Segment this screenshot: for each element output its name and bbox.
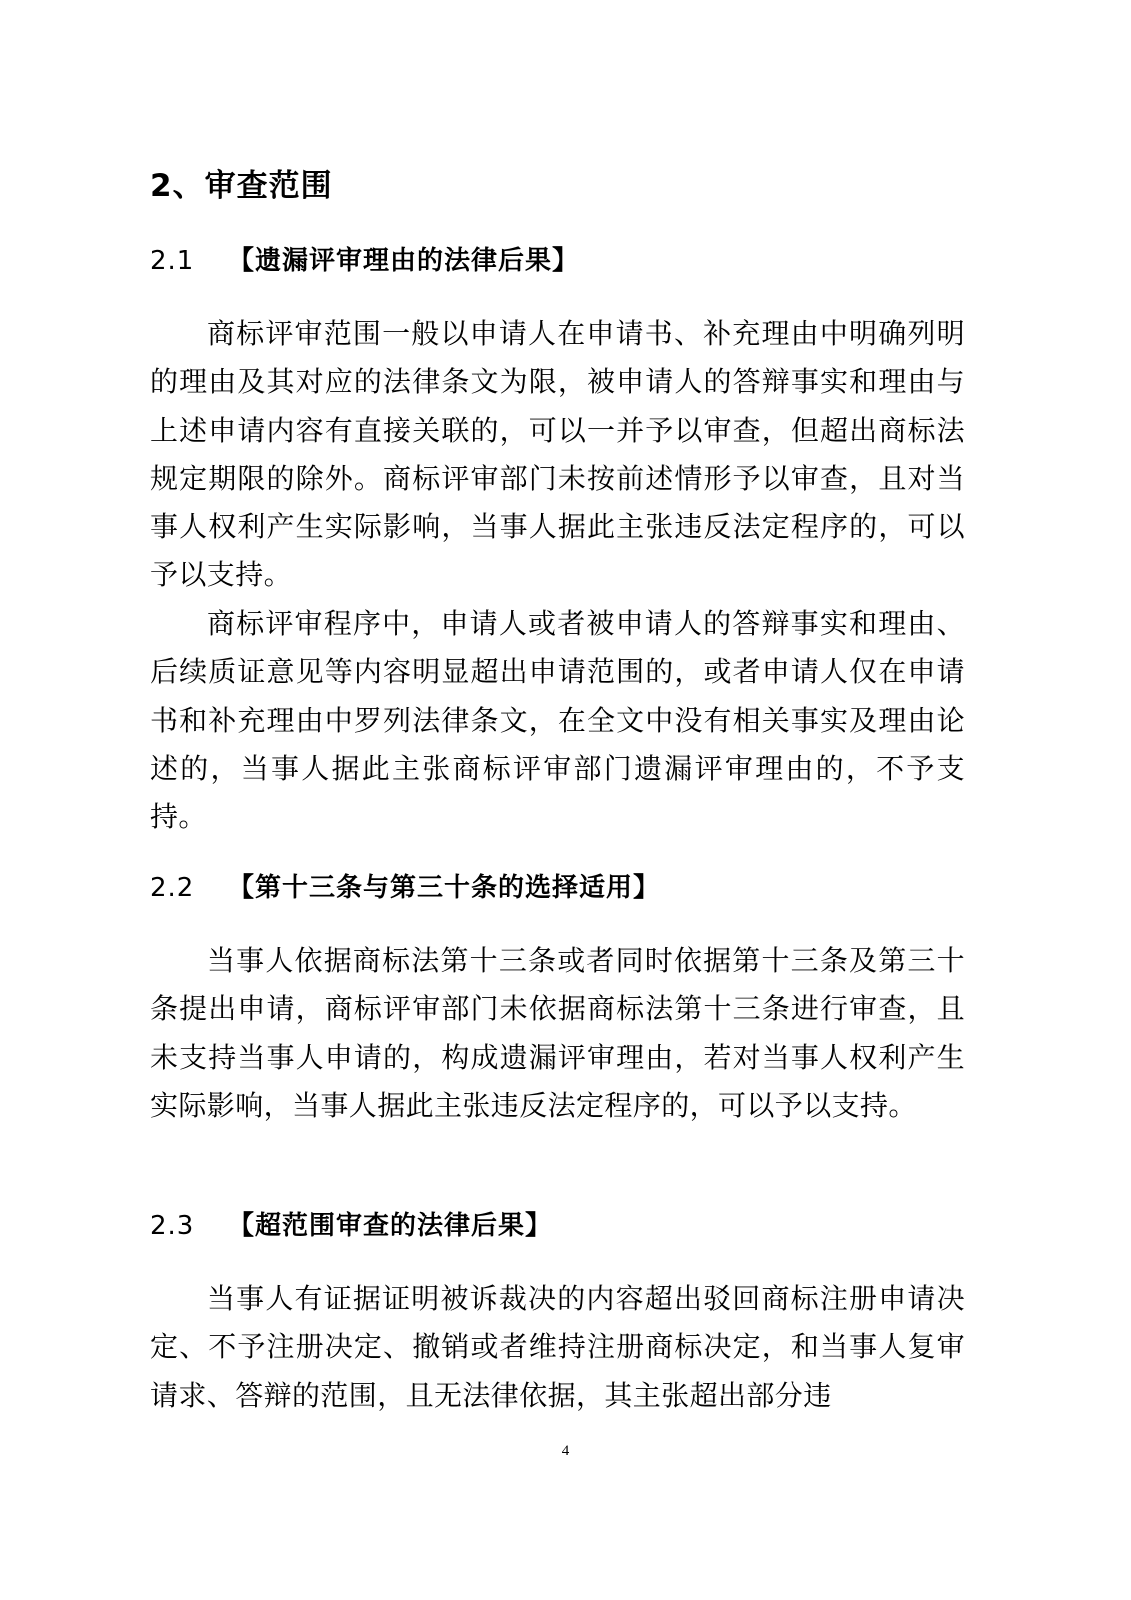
paragraph: 商标评审程序中，申请人或者被申请人的答辩事实和理由、后续质证意见等内容明显超出申请范围的，或者申请人仅在申请书和补充理由中罗列法律条文，在全文中没有相关事实及理由论述的，当事人据此主张商标评审部门遗漏评审理由的，不予支持。 <box>150 607 965 834</box>
paragraph: 当事人有证据证明被诉裁决的内容超出驳回商标注册申请决定、不予注册决定、撤销或者维持注册商标决定，和当事人复审请求、答辩的范围，且无法律依据，其主张超出部分违 <box>150 1282 965 1412</box>
section-title: 2、审查范围 <box>150 168 333 204</box>
page-number: 4 <box>561 1443 570 1459</box>
subsection-number: 2.1 <box>150 246 195 276</box>
subsection-heading-2-3 <box>150 1206 552 1246</box>
subsection-heading-2-1 <box>150 241 579 281</box>
subsection-title: 【第十三条与第三十条的选择适用】 <box>228 873 661 903</box>
paragraph: 商标评审范围一般以申请人在申请书、补充理由中明确列明的理由及其对应的法律条文为限，被申请人的答辩事实和理由与上述申请内容有直接关联的，可以一并予以审查，但超出商标法规定期限的除外。商标评审部门未按前述情形予以审查，且对当事人权利产生实际影响，当事人据此主张违反法定程序的，可以予以支持。 <box>150 317 965 592</box>
subsection-heading-2-2 <box>150 868 660 908</box>
subsection-title: 【遗漏评审理由的法律后果】 <box>228 246 580 276</box>
subsection-title: 【超范围审查的法律后果】 <box>228 1211 553 1241</box>
paragraph: 当事人依据商标法第十三条或者同时依据第十三条及第三十条提出申请，商标评审部门未依据商标法第十三条进行审查，且未支持当事人申请的，构成遗漏评审理由，若对当事人权利产生实际影响，当事人据此主张违反法定程序的，可以予以支持。 <box>150 944 965 1122</box>
subsection-number: 2.2 <box>150 873 195 903</box>
subsection-number: 2.3 <box>150 1211 195 1241</box>
